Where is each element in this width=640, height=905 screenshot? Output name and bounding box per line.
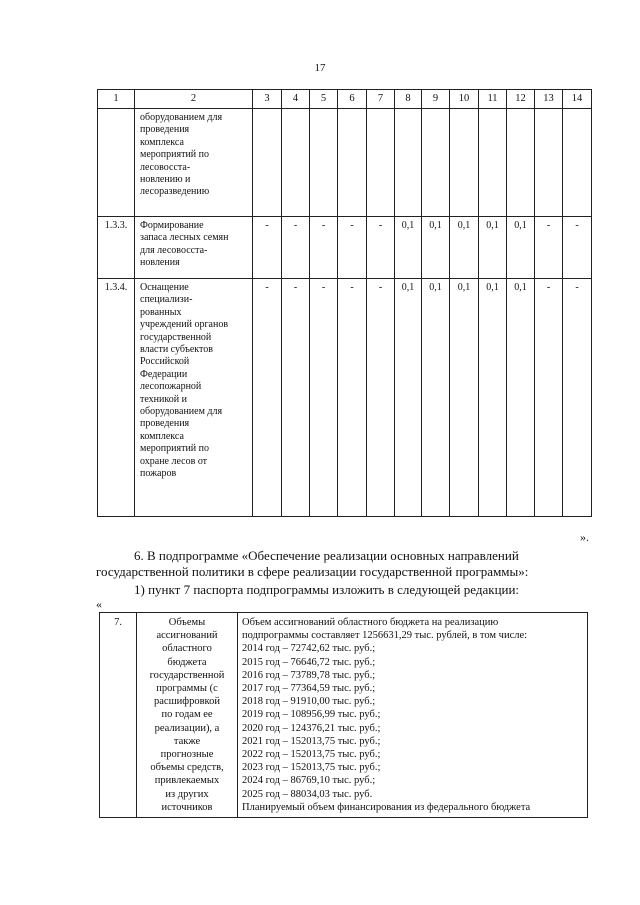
row-value: - xyxy=(282,279,310,517)
row-name-line: комплекса xyxy=(140,136,184,148)
row-value: 0,1 xyxy=(450,217,479,279)
row-name-line: оборудованием для xyxy=(140,406,223,418)
row-value: - xyxy=(563,217,592,279)
row-value: - xyxy=(535,217,563,279)
paragraph-sub-1: 1) пункт 7 паспорта подпрограммы изложить в следующей редакции: xyxy=(134,582,520,597)
column-header: 10 xyxy=(450,90,479,109)
passport-content-line: 2017 год – 77364,59 тыс. руб.; xyxy=(242,683,376,695)
row-value xyxy=(282,109,310,217)
table-row xyxy=(98,217,592,279)
row-value: - xyxy=(310,217,338,279)
column-header: 2 xyxy=(135,90,253,109)
closing-quote: ». xyxy=(580,530,589,544)
row-value xyxy=(253,109,282,217)
row-value: 0,1 xyxy=(395,217,422,279)
table-header-row xyxy=(98,90,592,109)
row-name-line: лесовосста- xyxy=(140,161,191,173)
passport-label-line: ассигнований xyxy=(156,630,218,642)
row-value xyxy=(479,109,507,217)
row-name-line: техникой и xyxy=(140,393,187,405)
row-value: 0,1 xyxy=(395,279,422,517)
row-name-line: новлению и xyxy=(140,174,191,186)
row-value xyxy=(395,109,422,217)
passport-label-line: по годам ее xyxy=(161,709,213,721)
opening-quote: « xyxy=(96,597,102,611)
column-header: 12 xyxy=(507,90,535,109)
passport-row xyxy=(100,613,588,818)
passport-label-line: Объемы xyxy=(168,617,206,628)
row-name xyxy=(135,217,253,279)
row-name-line: оборудованием для xyxy=(140,112,223,123)
paragraph-6-line: государственной политики в сфере реализации государственной программы»: xyxy=(96,564,529,579)
row-name-line: Российской xyxy=(140,356,190,368)
row-value: - xyxy=(535,279,563,517)
passport-content-line: 2014 год – 72742,62 тыс. руб.; xyxy=(242,643,376,655)
passport-content-line: подпрограммы составляет 1256631,29 тыс. рублей, в том числе: xyxy=(242,630,528,642)
row-number xyxy=(98,109,135,217)
passport-content-line: 2018 год – 91910,00 тыс. руб.; xyxy=(242,696,376,708)
row-number: 1.3.3. xyxy=(98,217,135,279)
row-value xyxy=(367,109,395,217)
row-value: - xyxy=(282,217,310,279)
row-name-line: проведения xyxy=(140,418,190,430)
passport-label-line: программы (с xyxy=(156,683,218,695)
row-name-line: Оснащение xyxy=(140,282,189,293)
passport-content-line: Планируемый объем финансирования из федерального бюджета xyxy=(242,801,531,813)
row-value: 0,1 xyxy=(479,279,507,517)
row-name-line: власти субъектов xyxy=(140,344,213,356)
row-value xyxy=(422,109,450,217)
passport-label-line: из других xyxy=(165,788,209,800)
row-value: - xyxy=(310,279,338,517)
row-value: - xyxy=(253,217,282,279)
passport-item-label xyxy=(137,613,238,818)
row-name-line: мероприятий по xyxy=(140,149,209,161)
passport-content-line: 2024 год – 86769,10 тыс. руб.; xyxy=(242,775,376,787)
column-header: 3 xyxy=(253,90,282,109)
row-name-line: мероприятий по xyxy=(140,443,209,455)
row-value: 0,1 xyxy=(479,217,507,279)
passport-label-line: реализации), а xyxy=(154,722,220,734)
column-header: 8 xyxy=(395,90,422,109)
passport-label-line: привлекаемых xyxy=(154,775,220,787)
passport-content-line: 2016 год – 73789,78 тыс. руб.; xyxy=(242,669,376,681)
row-name-line: Формирование xyxy=(140,220,204,231)
column-header: 13 xyxy=(535,90,563,109)
row-value xyxy=(535,109,563,217)
passport-table xyxy=(99,612,588,818)
passport-label-line: также xyxy=(173,735,201,747)
row-name-line: государственной xyxy=(140,331,212,343)
column-header: 11 xyxy=(479,90,507,109)
row-number: 1.3.4. xyxy=(98,279,135,517)
passport-label-line: источников xyxy=(161,801,213,813)
passport-label-line: объемы средств, xyxy=(150,762,224,774)
row-name-line: охране лесов от xyxy=(140,455,208,467)
row-name-line: рованных xyxy=(140,306,182,318)
row-name xyxy=(135,109,253,217)
row-value xyxy=(310,109,338,217)
passport-item-number: 7. xyxy=(100,613,137,818)
row-value xyxy=(338,109,367,217)
row-name xyxy=(135,279,253,517)
row-value: - xyxy=(367,217,395,279)
passport-item-content xyxy=(238,613,588,818)
row-name-line: пожаров xyxy=(140,468,177,480)
paragraph-6 xyxy=(96,548,593,580)
column-header: 4 xyxy=(282,90,310,109)
row-name-line: Федерации xyxy=(140,368,188,380)
paragraph-6-line: 6. В подпрограмме «Обеспечение реализации основных направлений xyxy=(134,548,519,563)
passport-label-line: расшифровкой xyxy=(154,696,220,708)
column-header: 1 xyxy=(98,90,135,109)
row-value: 0,1 xyxy=(507,279,535,517)
passport-label-line: бюджета xyxy=(167,656,207,668)
row-name-line: запаса лесных семян xyxy=(140,232,229,244)
passport-content-line: 2023 год – 152013,75 тыс. руб.; xyxy=(242,762,381,774)
passport-label-line: прогнозные xyxy=(160,749,214,761)
row-value: 0,1 xyxy=(450,279,479,517)
page-number: 17 xyxy=(314,62,326,74)
passport-content-line: 2022 год – 152013,75 тыс. руб.; xyxy=(242,749,381,761)
row-name-line: комплекса xyxy=(140,430,184,442)
row-value xyxy=(507,109,535,217)
passport-content-line: Объем ассигнований областного бюджета на реализацию xyxy=(242,617,499,628)
passport-content-line: 2020 год – 124376,21 тыс. руб.; xyxy=(242,722,381,734)
row-value xyxy=(450,109,479,217)
row-value: 0,1 xyxy=(507,217,535,279)
row-name-line: лесопожарной xyxy=(140,381,202,393)
row-value: - xyxy=(563,279,592,517)
row-value: 0,1 xyxy=(422,279,450,517)
row-value: - xyxy=(367,279,395,517)
row-name-line: для лесовосста- xyxy=(140,244,208,256)
row-value: - xyxy=(253,279,282,517)
column-header: 14 xyxy=(563,90,592,109)
column-header: 6 xyxy=(338,90,367,109)
program-measures-table xyxy=(97,89,592,517)
row-name-line: специализи- xyxy=(140,294,193,306)
row-name-line: новления xyxy=(140,257,180,269)
column-header: 9 xyxy=(422,90,450,109)
row-name-line: проведения xyxy=(140,124,190,136)
passport-label-line: областного xyxy=(162,643,212,655)
row-value xyxy=(563,109,592,217)
row-value: 0,1 xyxy=(422,217,450,279)
row-name-line: учреждений органов xyxy=(140,319,229,331)
passport-content-line: 2025 год – 88034,03 тыс. руб. xyxy=(242,788,373,800)
table-row xyxy=(98,109,592,217)
passport-content-line: 2019 год – 108956,99 тыс. руб.; xyxy=(242,709,381,721)
passport-content-line: 2021 год – 152013,75 тыс. руб.; xyxy=(242,735,381,747)
passport-label-line: государственной xyxy=(149,669,225,681)
column-header: 5 xyxy=(310,90,338,109)
row-name-line: лесоразведению xyxy=(140,186,210,198)
column-header: 7 xyxy=(367,90,395,109)
table-row xyxy=(98,279,592,517)
passport-content-line: 2015 год – 76646,72 тыс. руб.; xyxy=(242,656,376,668)
row-value: - xyxy=(338,217,367,279)
row-value: - xyxy=(338,279,367,517)
